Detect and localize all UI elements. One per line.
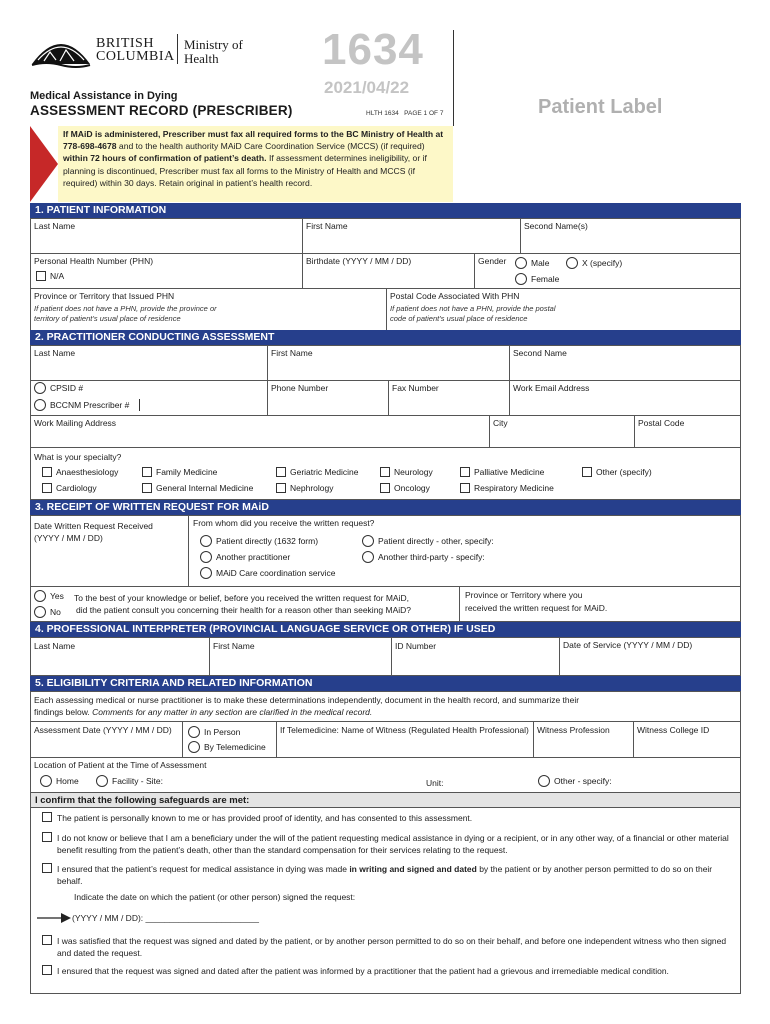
header-divider [453, 30, 454, 126]
notice-bold-1: If MAiD is administered, Prescriber must fax all required forms to the BC Ministry of Health at 778-698-4678 [63, 129, 444, 152]
telemedicine-radio[interactable] [188, 741, 200, 753]
specialty-label: Geriatric Medicine [290, 467, 359, 477]
source-radio[interactable] [200, 535, 212, 547]
email-label: Work Email Address [513, 383, 590, 393]
source-patient-other[interactable] [362, 535, 494, 547]
specialty-checkbox[interactable] [276, 467, 286, 477]
gender-label: Gender [478, 256, 507, 266]
location-facility-radio[interactable] [96, 775, 108, 787]
logo-line2: COLUMBIA [96, 49, 175, 64]
signed-date-field[interactable]: (YYYY / MM / DD): ________________________ [72, 913, 259, 923]
specialty-checkbox[interactable] [460, 483, 470, 493]
source-another-practitioner[interactable] [200, 551, 290, 563]
postal-phn-label: Postal Code Associated With PHN [390, 291, 520, 301]
signed-date-instruction: Indicate the date on which the patient (or other person) signed the request: [74, 892, 356, 902]
source-radio[interactable] [362, 535, 374, 547]
source-third-party[interactable] [362, 551, 485, 563]
interpreter-id-label: ID Number [395, 641, 437, 651]
patient-first-name-label: First Name [306, 221, 348, 231]
location-label: Location of Patient at the Time of Assessment [34, 760, 207, 770]
specialty-family-medicine[interactable] [142, 467, 217, 477]
source-radio[interactable] [200, 567, 212, 579]
specialty-label: Neurology [394, 467, 433, 477]
specialty-checkbox[interactable] [142, 483, 152, 493]
from-whom-label: From whom did you receive the written request? [193, 518, 375, 528]
safeguard-5-checkbox[interactable] [42, 965, 52, 975]
specialty-label: Anaesthesiology [56, 467, 119, 477]
specialty-other[interactable] [582, 467, 652, 477]
patient-label: Patient Label [538, 96, 663, 118]
specialty-label: Oncology [394, 483, 430, 493]
witness-name-label: If Telemedicine: Name of Witness (Regulated Health Professional) [280, 725, 529, 735]
specialty-oncology[interactable] [380, 483, 430, 493]
specialty-label: Family Medicine [156, 467, 218, 477]
safeguard-3-text-c: by the patient or by another person permitted to do so on their behalf. [57, 864, 713, 886]
gender-female-radio[interactable] [515, 273, 527, 285]
consult-yes-label: Yes [50, 591, 64, 601]
source-label: Another practitioner [216, 552, 291, 562]
section-3-header: 3. RECEIPT OF WRITTEN REQUEST FOR MAiD [30, 500, 741, 515]
safeguard-2-checkbox[interactable] [42, 832, 52, 842]
notice-arrow-icon [30, 126, 58, 202]
specialty-nephrology[interactable] [276, 483, 333, 493]
safeguard-4-checkbox[interactable] [42, 935, 52, 945]
safeguard-5-text: I ensured that the request was signed and dated after the patient was informed by a practitioner that the patient had a grievous and irremediable medical condition. [57, 966, 669, 976]
specialty-checkbox[interactable] [582, 467, 592, 477]
specialty-cardiology[interactable] [42, 483, 97, 493]
interpreter-first-name-label: First Name [213, 641, 255, 651]
phn-label: Personal Health Number (PHN) [34, 256, 154, 266]
city-label: City [493, 418, 508, 428]
specialty-anaesthesiology[interactable] [42, 467, 118, 477]
notice-bold-2: within 72 hours of confirmation of patient’s death. [63, 153, 267, 164]
gender-female-label: Female [531, 274, 560, 284]
specialty-label: Nephrology [290, 483, 334, 493]
eligibility-intro-2b: Comments for any matter in any section are clarified in the medical record. [92, 707, 373, 717]
ministry-line2: Health [184, 51, 219, 66]
phn-na-label: N/A [50, 271, 65, 281]
in-person-radio[interactable] [188, 726, 200, 738]
specialty-label: Other (specify) [596, 467, 652, 477]
interpreter-last-name-label: Last Name [34, 641, 76, 651]
source-label: Patient directly (1632 form) [216, 536, 319, 546]
notice-box [58, 126, 453, 202]
specialty-label: General Internal Medicine [156, 483, 254, 493]
consult-no-label: No [50, 607, 61, 617]
gender-x-label: X (specify) [582, 258, 623, 268]
location-facility-option[interactable] [96, 775, 163, 787]
mailing-label: Work Mailing Address [34, 418, 117, 428]
safeguard-1-text: The patient is personally known to me or has provided proof of identity, and has consented to this assessment. [57, 813, 473, 823]
eligibility-intro-2a: findings below. [34, 707, 93, 717]
specialty-label: Palliative Medicine [474, 467, 545, 477]
safeguards-header: I confirm that the following safeguards are met: [35, 795, 250, 806]
source-radio[interactable] [200, 551, 212, 563]
consult-question-1: To the best of your knowledge or belief, before you received the written request for MAiD, [74, 593, 409, 603]
source-label: Another third-party - specify: [378, 552, 485, 562]
postal-phn-hint: If patient does not have a PHN, provide the postal code of patient’s usual place of residence [390, 304, 556, 323]
specialty-general-internal[interactable] [142, 483, 253, 493]
logo-divider [177, 34, 178, 64]
patient-last-name-label: Last Name [34, 221, 76, 231]
specialty-palliative[interactable] [460, 467, 544, 477]
form-subtitle: Medical Assistance in Dying [30, 90, 178, 102]
location-other-label: Other - specify: [554, 776, 612, 786]
specialty-respiratory[interactable] [460, 483, 554, 493]
request-province-label-2: received the written request for MAiD. [465, 603, 608, 613]
specialty-checkbox[interactable] [42, 483, 52, 493]
ministry-line1: Ministry of [184, 37, 243, 52]
bccnm-label: BCCNM Prescriber # [50, 400, 130, 410]
location-other-radio[interactable] [538, 775, 550, 787]
bccnm-radio[interactable] [34, 399, 46, 411]
eligibility-intro-1: Each assessing medical or nurse practitioner is to make these determinations independently, document in the health record, and summarize their [34, 695, 580, 705]
date-received-label-2: (YYYY / MM / DD) [34, 533, 103, 543]
location-home-label: Home [56, 776, 79, 786]
ministry-text [184, 38, 243, 66]
source-label: MAiD Care coordination service [216, 568, 336, 578]
safeguard-3-text [57, 863, 735, 887]
arrow-right-icon [37, 913, 71, 923]
safeguard-2-text: I do not know or believe that I am a beneficiary under the will of the patient requesting medical assistance in dying or a recipient, or in any other way, of a financial or other material benefit resulting from the patient’s death, other than the standard compensation for their services relating to the request. [57, 833, 729, 855]
phn-na-option[interactable] [36, 271, 64, 281]
logo-line1: BRITISH [96, 36, 154, 51]
gender-female-option[interactable] [515, 273, 559, 285]
eligibility-intro-2 [34, 706, 734, 718]
form-date: 2021/04/22 [324, 78, 410, 97]
gender-male-label: Male [531, 258, 550, 268]
form-number: 1634 [322, 25, 424, 74]
specialty-neurology[interactable] [380, 467, 433, 477]
cpsid-radio[interactable] [34, 382, 46, 394]
phn-na-checkbox[interactable] [36, 271, 46, 281]
consult-yes-radio[interactable] [34, 590, 46, 602]
location-unit-label: Unit: [426, 778, 444, 788]
patient-second-names-label: Second Name(s) [524, 221, 588, 231]
safeguard-3-text-a: I ensured that the patient’s request for medical assistance in dying was made [57, 864, 350, 874]
section-2-header: 2. PRACTITIONER CONDUCTING ASSESSMENT [30, 330, 741, 345]
safeguard-4-text: I was satisfied that the request was signed and dated by the patient, or by another person permitted to do so on their behalf, and before one independent witness who then signed and dated the request. [57, 936, 727, 958]
specialty-label: Cardiology [56, 483, 97, 493]
specialty-question: What is your specialty? [34, 452, 122, 462]
specialty-checkbox[interactable] [380, 467, 390, 477]
form-code: HLTH 1634 PAGE 1 OF 7 [366, 110, 444, 117]
gender-male-option[interactable] [515, 257, 549, 269]
location-other-option[interactable] [538, 775, 612, 787]
province-phn-label: Province or Territory that Issued PHN [34, 291, 175, 301]
telemedicine-label: By Telemedicine [204, 742, 266, 752]
section-4-header: 4. PROFESSIONAL INTERPRETER (PROVINCIAL LANGUAGE SERVICE OR OTHER) IF USED [30, 622, 741, 637]
assessment-date-label: Assessment Date (YYYY / MM / DD) [34, 725, 172, 735]
specialty-checkbox[interactable] [42, 467, 52, 477]
source-patient-1632[interactable] [200, 535, 318, 547]
safeguard-3-text-b: in writing and signed and dated [349, 864, 477, 874]
source-maid-coordination[interactable] [200, 567, 336, 579]
form-title: ASSESSMENT RECORD (PRESCRIBER) [30, 103, 293, 118]
gender-male-radio[interactable] [515, 257, 527, 269]
birthdate-label: Birthdate (YYYY / MM / DD) [306, 256, 412, 266]
practitioner-last-name-label: Last Name [34, 348, 76, 358]
section-1-header: 1. PATIENT INFORMATION [30, 203, 741, 218]
specialty-label: Respiratory Medicine [474, 483, 554, 493]
source-label: Patient directly - other, specify: [378, 536, 494, 546]
specialty-checkbox[interactable] [380, 483, 390, 493]
gender-x-option[interactable] [566, 257, 622, 269]
consult-no-radio[interactable] [34, 606, 46, 618]
fax-label: Fax Number [392, 383, 439, 393]
cpsid-label: CPSID # [50, 383, 84, 393]
request-province-label-1: Province or Territory where you [465, 590, 583, 600]
in-person-option[interactable] [188, 726, 240, 738]
safeguard-3-checkbox[interactable] [42, 863, 52, 873]
province-phn-hint: If patient does not have a PHN, provide the province or territory of patient’s usual place of residence [34, 304, 217, 323]
specialty-checkbox[interactable] [142, 467, 152, 477]
notice-text-2: If assessment determines ineligibility, or if planning is discontinued, Prescriber must fax all forms to the Ministry of Health and MCCS (if required) within 30 days. Retain original in patient’s health record. [63, 153, 427, 188]
consult-yes-option[interactable] [34, 590, 64, 602]
interpreter-date-label: Date of Service (YYYY / MM / DD) [563, 640, 693, 650]
location-home-radio[interactable] [40, 775, 52, 787]
location-home-option[interactable] [40, 775, 79, 787]
witness-college-label: Witness College ID [637, 725, 710, 735]
phone-label: Phone Number [271, 383, 329, 393]
logo-text [96, 37, 175, 63]
specialty-checkbox[interactable] [460, 467, 470, 477]
postal-label: Postal Code [638, 418, 685, 428]
practitioner-second-name-label: Second Name [513, 348, 567, 358]
notice-text-1: and to the health authority MAiD Care Coordination Service (MCCS) (if required) [116, 141, 425, 152]
cpsid-option[interactable] [34, 382, 83, 394]
safeguard-1-checkbox[interactable] [42, 812, 52, 822]
consult-question-2: did the patient consult you concerning their health for a reason other than seeking MAiD? [76, 605, 412, 615]
gender-x-radio[interactable] [566, 257, 578, 269]
specialty-checkbox[interactable] [276, 483, 286, 493]
eligibility-intro [34, 694, 734, 718]
source-radio[interactable] [362, 551, 374, 563]
bccnm-option[interactable] [34, 399, 129, 411]
date-received-label-1: Date Written Request Received [34, 521, 153, 531]
section-5-header: 5. ELIGIBILITY CRITERIA AND RELATED INFORMATION [30, 676, 741, 691]
witness-profession-label: Witness Profession [537, 725, 610, 735]
telemedicine-option[interactable] [188, 741, 266, 753]
bc-logo-icon [30, 30, 92, 68]
practitioner-first-name-label: First Name [271, 348, 313, 358]
location-facility-label: Facility - Site: [112, 776, 164, 786]
in-person-label: In Person [204, 727, 241, 737]
consult-no-option[interactable] [34, 606, 61, 618]
specialty-geriatric[interactable] [276, 467, 359, 477]
